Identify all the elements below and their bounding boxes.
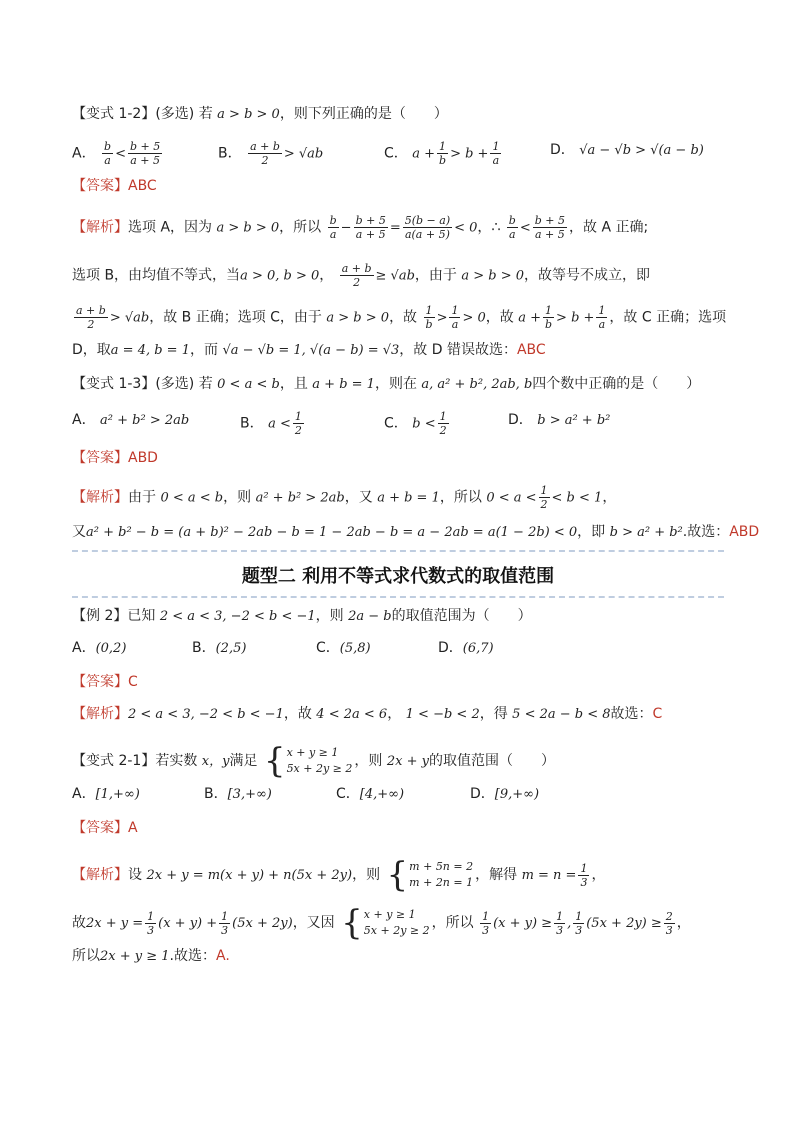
variant-1-2-answer: 【答案】ABC: [72, 178, 157, 194]
variant-2-1-explain-2: 故2x + y = $\frac{1}{3}$ (x + y) + $\frac{1}{3}$ (5x + 2y)，又因 { x + y ≥ 1 5x + 2y ≥ 2 ，所以 $\frac{1}{3}$ (x + y) ≥ $\frac{1}{3}$ , $\frac{1}{3}$ (5x + 2y) ≥ $\frac{2}{3}$ ，: [72, 903, 691, 943]
section-heading: [72, 550, 724, 596]
option-d: D．(6,7): [438, 640, 494, 656]
example-2-explain: 【解析】2 < a < 3, −2 < b < −1，故 4 < 2a < 6， 1 < −b < 2，得 5 < 2a − b < 8故选：C: [72, 706, 663, 722]
variant-2-1-explain-3: 所以2x + y ≥ 1.故选：A.: [72, 948, 230, 964]
variant-1-2-question: 【变式 1-2】(多选) 若 a > b > 0，则下列正确的是（ ）: [72, 106, 448, 122]
option-c: C． a + $\frac{1}{b}$ > b + $\frac{1}{a}$: [384, 140, 500, 167]
variant-1-2-explain-4: D，取a = 4, b = 1，而 √a − √b = 1, √(a − b) = √3，故 D 错误故选：ABC: [72, 342, 546, 358]
example-2-answer: 【答案】C: [72, 674, 138, 690]
variant-1-3-question: 【变式 1-3】(多选) 若 0 < a < b，且 a + b = 1，则在 a, a² + b², 2ab, b四个数中正确的是（ ）: [72, 376, 701, 392]
option-c: C．[4,+∞): [336, 786, 405, 802]
option-d: D． b > a² + b²: [508, 412, 611, 428]
option-a: A．[1,+∞): [72, 786, 140, 802]
variant-1-2-explain-1: 【解析】选项 A，因为 a > b > 0，所以 $\frac{b}{a}$ − $\frac{b + 5}{a + 5}$ = $\frac{5(b - a)}{a(a + 5)}$ < 0，∴ $\frac{b}{a}$ < $\frac{b + 5}{a + 5}$ ，故 A 正确;: [72, 214, 649, 241]
system-of-inequalities: { x + y ≥ 1 5x + 2y ≥ 2: [263, 741, 353, 781]
option-d: D．[9,+∞): [470, 786, 540, 802]
option-c: C．(5,8): [316, 640, 371, 656]
option-d: D． √a − √b > √(a − b): [550, 142, 704, 158]
option-a: A． $\frac{b}{a}$ < $\frac{b + 5}{a + 5}$: [72, 140, 161, 167]
divider: [72, 596, 724, 598]
variant-2-1-explain-1: 【解析】设 2x + y = m(x + y) + n(5x + 2y)，则 { m + 5n = 2 m + 2n = 1 ，解得 m = n = $\frac{1}{3}$ ，: [72, 855, 606, 895]
option-a: A． a² + b² > 2ab: [72, 412, 190, 428]
variant-2-1-answer: 【答案】A: [72, 820, 138, 836]
variant-1-2-explain-2: 选项 B，由均值不等式，当a > 0, b > 0， $\frac{a + b}{2}$ ≥ √ab，由于 a > b > 0，故等号不成立，即: [72, 262, 651, 289]
option-b: B．[3,+∞): [204, 786, 272, 802]
variant-1-3-explain-2: 又a² + b² − b = (a + b)² − 2ab − b = 1 − 2ab − b = a − 2ab = a(1 − 2b) < 0，即 b > a² + b².故选：ABD: [72, 524, 760, 540]
variant-1-3-explain-1: 【解析】由于 0 < a < b，则 a² + b² > 2ab，又 a + b = 1，所以 0 < a < $\frac{1}{2}$ < b < 1，: [72, 484, 617, 511]
variant-1-3-answer: 【答案】ABD: [72, 450, 158, 466]
option-b: B． $\frac{a + b}{2}$ > √ab: [218, 140, 324, 167]
example-2-question: 【例 2】已知 2 < a < 3, −2 < b < −1，则 2a − b的取值范围为（ ）: [72, 608, 532, 624]
option-c: C． b < $\frac{1}{2}$: [384, 410, 447, 437]
section-title: 题型二 利用不等式求代数式的取值范围: [241, 566, 555, 587]
variant-2-1-question: 【变式 2-1】若实数 x，y满足 { x + y ≥ 1 5x + 2y ≥ 2 ，则 2x + y的取值范围（ ）: [72, 741, 555, 781]
option-b: B．(2,5): [192, 640, 247, 656]
option-a: A．(0,2): [72, 640, 127, 656]
divider: [72, 550, 724, 552]
variant-1-2-explain-3: $\frac{a + b}{2}$ > √ab，故 B 正确；选项 C，由于 a > b > 0，故 $\frac{1}{b}$ > $\frac{1}{a}$ > 0，故 a + $\frac{1}{b}$ > b + $\frac{1}{a}$ ，故 C 正确；选项: [76, 304, 727, 331]
option-b: B． a < $\frac{1}{2}$: [240, 410, 302, 437]
